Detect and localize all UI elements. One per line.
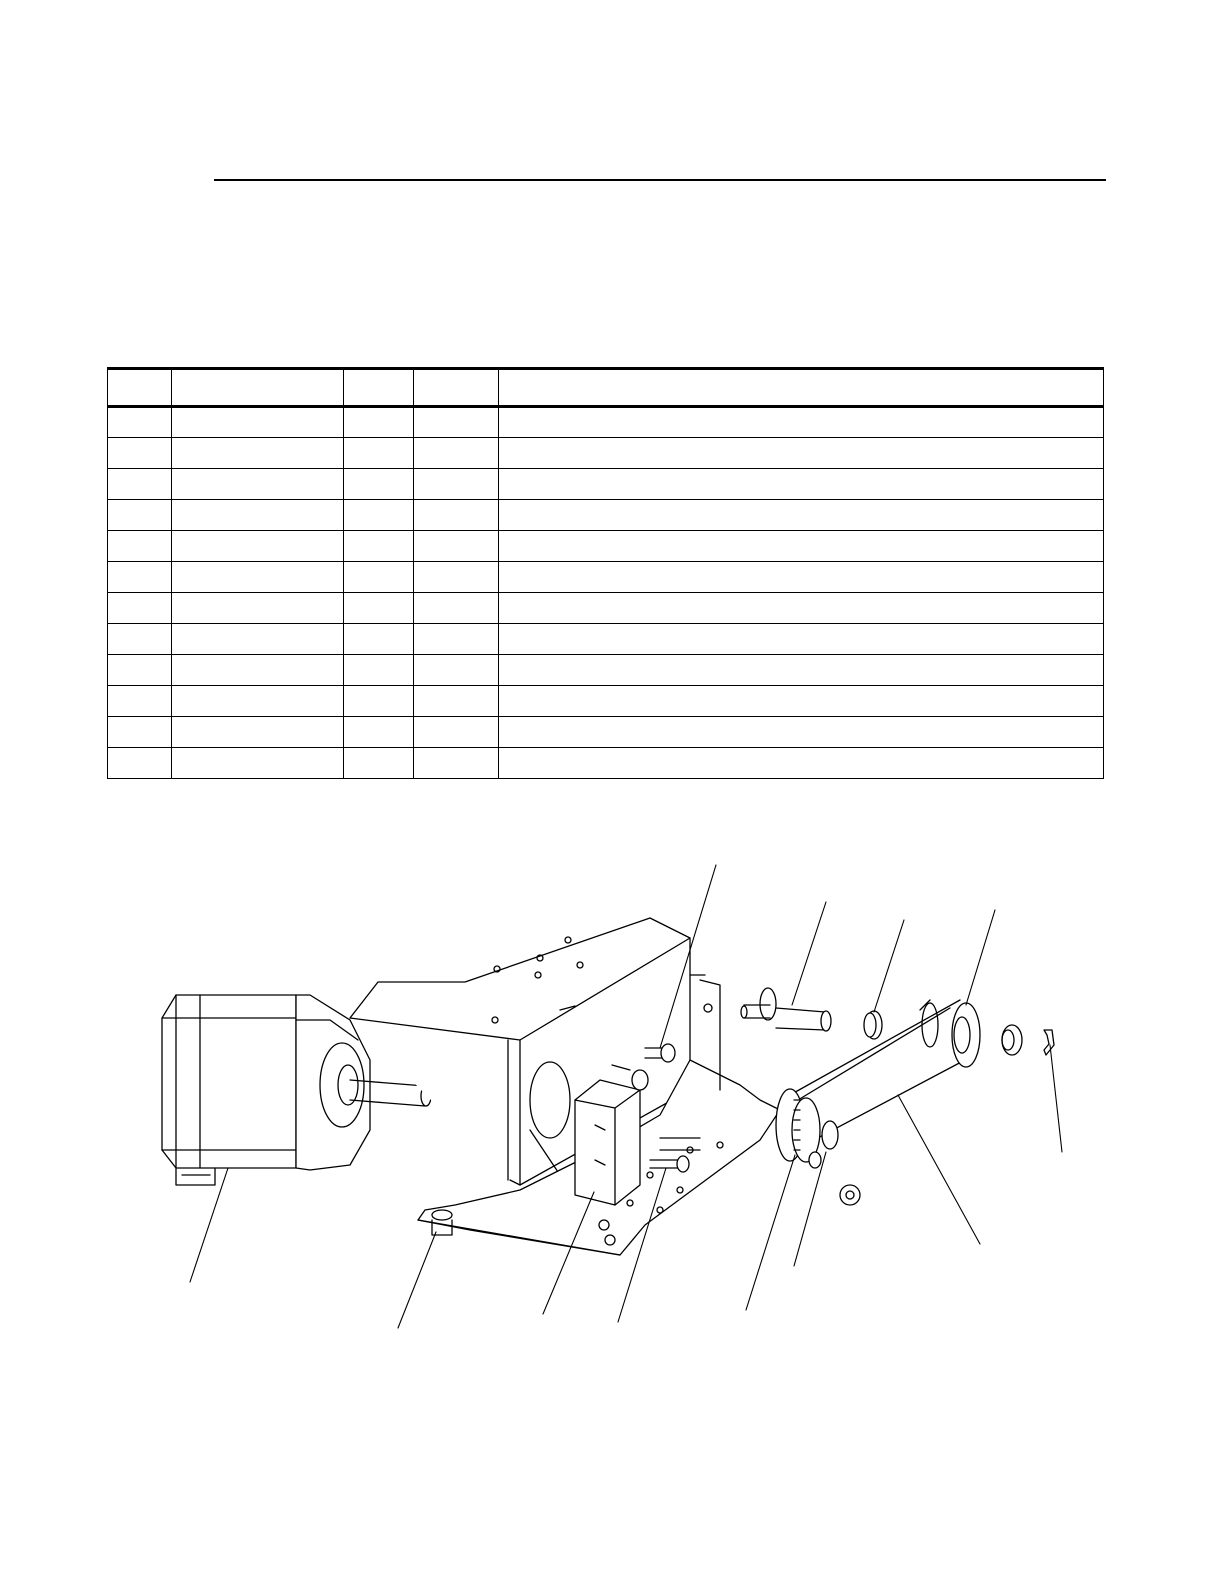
bearing — [1002, 1025, 1022, 1055]
cell-item — [108, 593, 172, 624]
cell-description — [499, 469, 1104, 500]
callout-leader — [966, 910, 995, 1005]
cell-item — [108, 655, 172, 686]
cell-part-number — [172, 655, 344, 686]
cell-item — [108, 717, 172, 748]
cell-part-number — [172, 438, 344, 469]
cell-qty — [344, 562, 414, 593]
cell-part-number — [172, 717, 344, 748]
retaining-clip — [1044, 1030, 1054, 1055]
table-row — [108, 438, 1104, 469]
cell-unit — [414, 562, 499, 593]
table-row — [108, 686, 1104, 717]
cell-qty — [344, 624, 414, 655]
col-header-item — [108, 369, 172, 407]
cell-item — [108, 562, 172, 593]
cell-qty — [344, 500, 414, 531]
table-row — [108, 562, 1104, 593]
col-header-part-number — [172, 369, 344, 407]
stepper-motor — [162, 995, 370, 1185]
cell-qty — [344, 531, 414, 562]
parts-list-table — [107, 367, 1104, 779]
cell-description — [499, 500, 1104, 531]
table-row — [108, 748, 1104, 779]
cell-unit — [414, 438, 499, 469]
cell-part-number — [172, 686, 344, 717]
table-row — [108, 500, 1104, 531]
cell-part-number — [172, 469, 344, 500]
cell-unit — [414, 531, 499, 562]
cell-description — [499, 748, 1104, 779]
callout-leader — [874, 920, 904, 1012]
cell-part-number — [172, 531, 344, 562]
table-row — [108, 717, 1104, 748]
col-header-qty — [344, 369, 414, 407]
cell-item — [108, 438, 172, 469]
col-header-unit — [414, 369, 499, 407]
cell-description — [499, 407, 1104, 438]
table-row — [108, 469, 1104, 500]
cell-unit — [414, 717, 499, 748]
cell-description — [499, 686, 1104, 717]
cell-qty — [344, 655, 414, 686]
cell-part-number — [172, 407, 344, 438]
cell-part-number — [172, 562, 344, 593]
cell-item — [108, 407, 172, 438]
cell-unit — [414, 748, 499, 779]
cell-item — [108, 686, 172, 717]
cell-part-number — [172, 748, 344, 779]
callout-leader — [1050, 1045, 1062, 1152]
cell-description — [499, 531, 1104, 562]
cell-description — [499, 624, 1104, 655]
cell-unit — [414, 655, 499, 686]
callout-leader — [398, 1232, 436, 1328]
col-header-description — [499, 369, 1104, 407]
cell-qty — [344, 407, 414, 438]
callout-leader — [794, 1152, 826, 1266]
callout-leader — [746, 1155, 795, 1310]
cell-description — [499, 655, 1104, 686]
cell-unit — [414, 407, 499, 438]
cell-part-number — [172, 624, 344, 655]
cell-unit — [414, 593, 499, 624]
cell-description — [499, 438, 1104, 469]
cell-item — [108, 748, 172, 779]
header-rule — [214, 179, 1106, 181]
cell-item — [108, 500, 172, 531]
cell-qty — [344, 748, 414, 779]
callout-leader — [792, 902, 826, 1005]
cell-unit — [414, 686, 499, 717]
cell-description — [499, 593, 1104, 624]
table-row — [108, 624, 1104, 655]
cell-unit — [414, 624, 499, 655]
cell-qty — [344, 717, 414, 748]
table-row — [108, 655, 1104, 686]
cell-part-number — [172, 500, 344, 531]
cell-description — [499, 562, 1104, 593]
table-row — [108, 531, 1104, 562]
callout-leader — [898, 1095, 980, 1244]
cell-unit — [414, 469, 499, 500]
idler-shaft — [741, 988, 831, 1031]
exploded-assembly-diagram — [140, 855, 1080, 1335]
table-header-row — [108, 369, 1104, 407]
hex-nut — [840, 1185, 860, 1205]
cell-item — [108, 469, 172, 500]
table-row — [108, 593, 1104, 624]
spacer — [864, 1011, 882, 1039]
cell-description — [499, 717, 1104, 748]
cell-item — [108, 624, 172, 655]
idler-pulley — [922, 1003, 980, 1067]
cell-unit — [414, 500, 499, 531]
cell-item — [108, 531, 172, 562]
cell-qty — [344, 438, 414, 469]
clamp-block — [575, 1080, 640, 1205]
cell-part-number — [172, 593, 344, 624]
drive-pulley — [776, 1089, 838, 1168]
table-row — [108, 407, 1104, 438]
cell-qty — [344, 469, 414, 500]
cell-qty — [344, 686, 414, 717]
cell-qty — [344, 593, 414, 624]
